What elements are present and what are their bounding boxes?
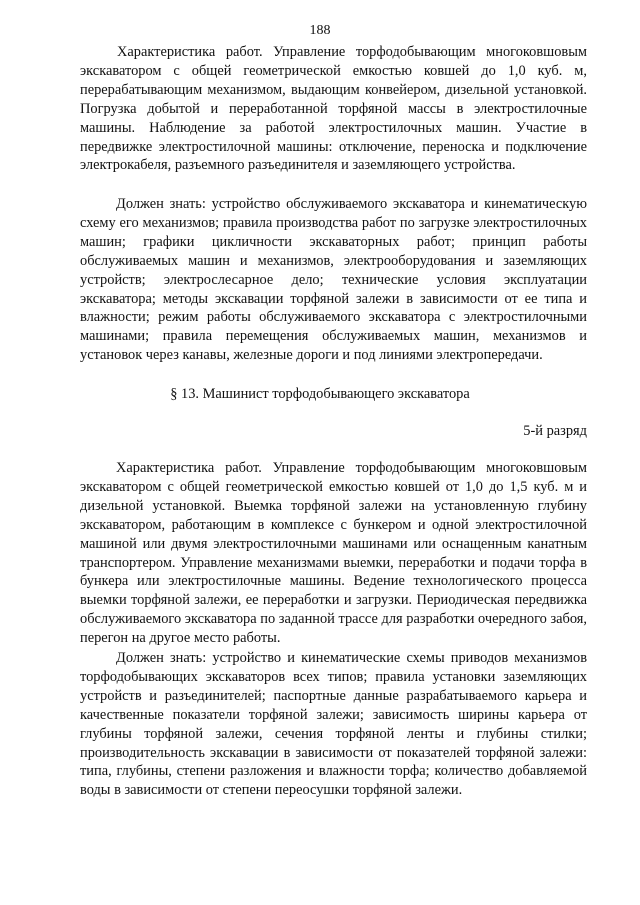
paragraph-required-knowledge-grade-5: Должен знать: устройство и кинематические схемы приводов механизмов торфодобывающих экскаваторов всех типов; правила установки заземляющих устройств и разъединителей; паспортные данные разрабатываемого карьера и качественные показатели торфяной залежи; зависимость ширины карьера от глубины торфяной залежи, сечения торфяной ленты и глубины стилки; производительность экскавации в зависимости от показателей торфяной залежи: типа, глубины, степени разложения и влажности торфа; количество добавляемой воды в зависимости от степени переосушки торфяной залежи. [80, 650, 587, 799]
page-number: 188 [309, 23, 331, 38]
grade-label: 5-й разряд [523, 423, 587, 439]
paragraph-work-characteristics-grade-4: Характеристика работ. Управление торфодобывающим многоковшовым экскаватором с общей геометрической емкостью ковшей до 1,0 куб. м, перерабатывающим механизмом, выдающим конвейером, дизельной установкой. Погрузка добытой и переработанной торфяной массы в электростилочные машины. Наблюдение за работой электростилочных машин. Участие в передвижке электростилочной машины: отключение, переноска и подключение электрокабеля, разъемного разъединителя и заземляющего устройства. [80, 44, 587, 174]
paragraph-required-knowledge-grade-4: Должен знать: устройство обслуживаемого экскаватора и кинематическую схему его механизмов; правила производства работ по загрузке электростилочных машин; графики цикличности экскаваторных работ; принцип работы обслуживаемых машин и механизмов, электрооборудования и заземляющих устройств; электрослесарное дело; технические условия эксплуатации экскаватора; методы экскавации торфяной залежи в зависимости от ее типа и влажности; режим работы обслуживаемого экскаватора с электростилочными машинами; правила перемещения обслуживаемых машин, механизмов и установок через канавы, железные дороги и под линиями электропередачи. [80, 196, 587, 364]
section-title: § 13. Машинист торфодобывающего экскаватора [170, 386, 470, 402]
paragraph-work-characteristics-grade-5: Характеристика работ. Управление торфодобывающим многоковшовым экскаватором с общей геометрической емкостью ковшей от 1,0 до 1,5 куб. м и дизельной установкой. Выемка торфяной залежи на установленную глубину экскаватором, работающим в комплексе с бункером и одной электростилочной машиной или двумя электростилочными машинами или оснащенным канатным транспортером. Управление механизмами выемки, переработки и подачи торфа в бункера или электростилочные машины. Ведение технологического процесса выемки торфяной залежи, ее переработки и загрузки. Периодическая передвижка обслуживаемого экскаватора по заданной трассе для разработки очередного забоя, перегон на другое место работы. [80, 460, 587, 647]
